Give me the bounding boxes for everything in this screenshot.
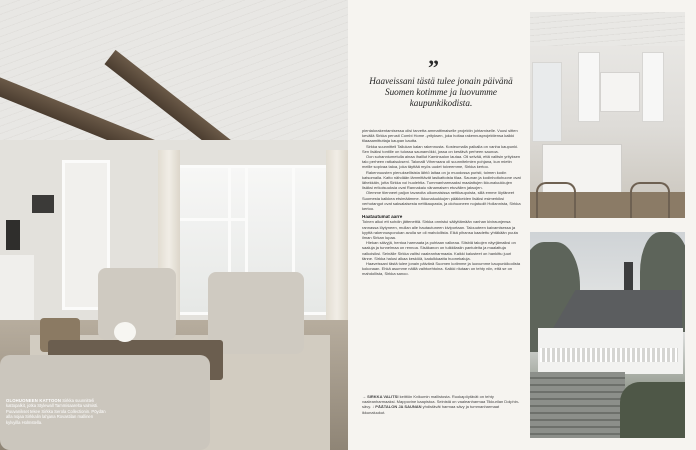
photo-caption [6, 398, 106, 425]
ceiling-panels [530, 12, 685, 46]
pull-quote: Haaveissani tästä tulee jonain päivänä Suomen kotimme ja luovumme kaupunkikodista. [369, 76, 513, 108]
credit-marker: ↓ [372, 404, 376, 410]
kitchen-photo [530, 12, 685, 218]
curtain [326, 150, 348, 325]
candle-holders [6, 220, 20, 250]
paragraph: Haaveissani tästä tulee jonain päivänä Suomen kotimme ja luovumme kaupunkikodista kokonaan. Ehkä asumme näillä vaihtoehtoina. Kaikki riiutaan on tehty niin, että se on mahdollista, Sirkka sanoo. [362, 261, 521, 277]
chair [630, 182, 670, 218]
paragraph: pientalorakentamisessa olisi tarvetta ammattimaiselle projektin johtamiselle. Vuosi sitten kevällä Sirkka perusti Combi Home -yrityksen, joka hoitaa rakennusprojektiensa kaikki tilaaaamittuttaja kaupan kautta. [362, 128, 518, 144]
paragraph: Toinen alkoi ett sohdin jättenettiä. Sirkka onnistui säilyttämään vanhan kiviraunjensa rannassa löytyneen, mullan alle hautautuneen kiviportaan. Talouuteen kaivamisessa ja kyyttä rakennusporukan avulla se oli mahdollista. Eikä pihansa kaadettu yhtäkään puuta ilman Sirkan lupaa. [362, 219, 518, 241]
credit-lead: SIRKKA VALITSI [367, 394, 399, 399]
subheading: Haatautumat aarre [362, 214, 403, 220]
quote-mark: ” [428, 55, 439, 80]
cabinet [642, 52, 664, 122]
paragraph: Sirkka suunnitteli Tallukan kalan rakennusta. Kosteumalla paikalla on vanha kaupunki. Sen lisäksi tontille on tulossa saunamökki, jossa on kestävä perheen saunoa. [362, 143, 519, 154]
cabinet [578, 52, 600, 122]
credit-text: yhdistävät harmaa sävy ja tummanharmaat ikkunaluukut. [362, 404, 500, 415]
caption-lead: OLOHUONEEN KATTOON [6, 398, 62, 403]
porch-railing [540, 348, 678, 362]
window [532, 62, 562, 142]
caption-text: Sirkka suunnitteli kattopalkit, jotka Stylewall Tammisaarelta valmisti. Puuvanikset tekee Sirkka Serola Collectionin. Pöydän alla nojaa Sirkkalin lahjana Rovastilan mallinen kylvyilla Holmstella. [6, 398, 106, 425]
range-hood [600, 72, 640, 112]
credit-text: keittiön Kvikumin mallistosta. Ruokapöytävät on tehty vaaleanharmaaksi. Mappovine kaapistoa. Seinistä on vaaleanharmaa Tikkurilan Dolphin-sävy. [362, 394, 520, 410]
armchair [98, 268, 176, 340]
article-body [362, 128, 522, 277]
paragraph: Olemme tiienneet paljon tavaroita ulkomaisissa nettikaupoista, sillä emme löytäneet Suomesta kaikkea etsimäämme. Ikkunaluukkujen pääkkeiden lisäksi esimerkiksi verhotangot ovat saksalaisesta nettikaupasta, ja olohuoneen nojatuolit Hollannista, Sirkka kertoo. [362, 190, 521, 212]
house-exterior-photo [530, 232, 685, 438]
flower-vase [114, 322, 136, 342]
paragraph: Rakennuusten pienuksellisista lähtö laitaa on jo muodossa puristi, toimen kodin katsomalla. Katto nähdään lämmittävät lasikattoista tilaa. Saunan ja kodinhoitohuone ovat lähekkäin, jotta Sirkka voi huolehtia. Tummanharmaaksi maalattujen ikkunaluukkujen lisäksi erikoisuuksia ovat Rannakaiu vänamaisen etuvälien jaksojen. [362, 169, 521, 191]
garden [620, 382, 685, 438]
paragraph: Hiekan säivyjä, hentoa harmaata ja puhtaan valkeaa. Siisbiä takojen näyrjämaiksi on saaluja ja tunnelmaa on rennoa. Sisäkanon on tuikkilasiin pantuleita ja maalattuja valkoisiksi. Seinälle Sirkka valitsi vaaleanharmaata. Kaikki kalusteet on hankittu juuri tänne. Sirkka halusi alkaa keskiöä, kadulkkaatta huonekaluja. [362, 240, 516, 261]
image-credits [362, 394, 522, 415]
credit-marker: → [362, 394, 368, 399]
credit-lead: PÄÄTALON JA SAUNAN [375, 404, 422, 410]
stone-steps [530, 372, 625, 438]
chair [536, 182, 576, 218]
wall-lamp [32, 195, 54, 213]
chimney [624, 262, 633, 292]
paragraph: Oon suhanniumetulla ainaa ihaillut Kaminsalon lautaa. Oli selvää, että valitsin yrityksen talo perheen ratkaisukseni. Talonalli Viherraara oli suunnitelmien pohjana, kun mietin meille sopivaa taloa, joka täyttää myös uudet toiveemme, Sirkka kertoo. [362, 154, 521, 170]
